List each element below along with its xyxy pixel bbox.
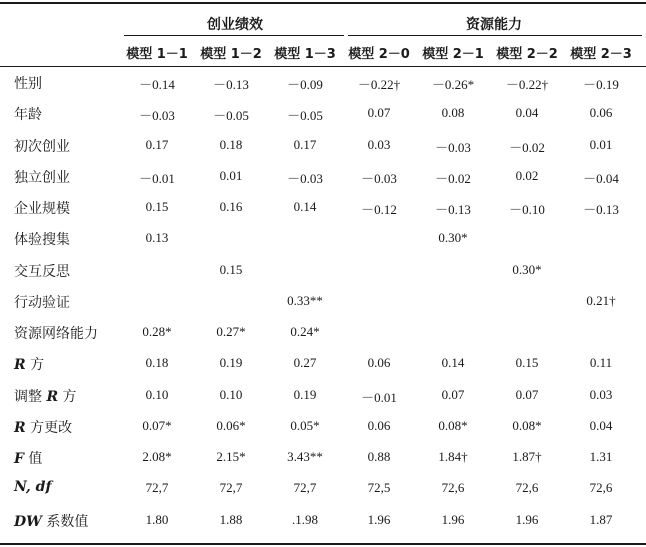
table-cell: 72,7 [145, 480, 169, 496]
table-cell: 0.11 [589, 355, 613, 371]
table-cell: 3.43** [287, 449, 323, 464]
table-cell: －0.03 [361, 170, 397, 186]
table-cell: 1.80 [145, 511, 169, 527]
table-cell: 0.27 [293, 355, 317, 371]
row-label: 企业规模 [14, 201, 70, 217]
table-cell: －0.04 [583, 170, 619, 186]
table-cell: 1.31 [589, 449, 613, 464]
table-cell: 0.21† [586, 292, 616, 308]
row-label-symbol: N, df [14, 479, 52, 496]
table-cell: 0.15 [515, 355, 539, 371]
table-cell: 0.06 [589, 105, 613, 121]
row-label-rest: 方 [58, 388, 77, 405]
table-cell: 0.06 [367, 355, 391, 371]
table-cell: 0.02 [515, 167, 539, 183]
table-cell: －0.19 [583, 77, 619, 92]
table-cell: 0.13 [145, 230, 169, 246]
table-cell: 0.88 [367, 449, 391, 464]
table-cell: 0.30* [438, 230, 468, 246]
row-label-symbol: R [14, 419, 26, 436]
table-cell: 0.14 [441, 355, 465, 371]
table-cell: －0.01 [361, 389, 397, 405]
column-header: 模型 1－1 [126, 47, 188, 62]
table-cell: 0.19 [219, 355, 243, 371]
table-cell: －0.14 [139, 77, 175, 92]
row-label: 独立创业 [14, 169, 70, 186]
table-cell: 0.06* [216, 417, 246, 433]
table-cell: 0.10 [219, 386, 243, 402]
table-cell: 0.33** [287, 292, 323, 308]
table-cell: 0.08* [438, 417, 468, 433]
table-cell: 0.08 [441, 105, 465, 121]
table-cell: －0.26* [431, 77, 475, 92]
table-cell: －0.13 [213, 77, 249, 92]
table-cell: 0.04 [515, 105, 539, 121]
table-cell: －0.12 [361, 202, 397, 217]
row-label [14, 354, 44, 374]
table-cell: 0.03 [367, 136, 391, 152]
table-cell: 0.18 [219, 136, 243, 152]
table-bottom-rule [0, 543, 646, 545]
table-cell: 0.07* [142, 417, 172, 433]
column-header: 模型 2－0 [348, 47, 410, 62]
table-cell: 0.17 [293, 136, 317, 152]
column-header: 模型 2－1 [422, 47, 484, 62]
table-cell: 0.15 [145, 199, 169, 214]
table-cell: 72,7 [293, 480, 317, 496]
group-underline-performance [124, 35, 344, 36]
row-label-symbol: R [46, 388, 59, 405]
table-cell: 0.07 [441, 386, 465, 402]
table-cell: 0.17 [145, 136, 169, 152]
table-cell: －0.05 [213, 108, 249, 124]
row-label-symbol: F [14, 451, 24, 467]
table-cell: 0.18 [145, 355, 169, 371]
row-label-rest: 系数值 [41, 513, 89, 530]
table-cell: －0.13 [435, 202, 471, 217]
table-cell: 72,6 [441, 480, 465, 496]
row-label-rest: 方更改 [25, 419, 73, 436]
group-underline-resource [348, 35, 642, 36]
table-cell: 0.30* [512, 261, 542, 277]
row-label [14, 417, 72, 437]
table-cell: 1.96 [441, 511, 465, 527]
table-cell: －0.03 [139, 108, 175, 124]
row-label: 年龄 [14, 107, 42, 124]
table-cell: －0.02 [509, 139, 545, 155]
row-label: 资源网络能力 [14, 326, 98, 342]
column-header: 模型 2－3 [570, 47, 632, 62]
table-cell: 0.16 [219, 199, 243, 214]
table-cell: －0.09 [287, 77, 323, 92]
table-cell: 0.01 [219, 167, 243, 183]
row-label: 初次创业 [14, 138, 70, 155]
row-label-prefix: 调整 [14, 388, 47, 405]
row-label-rest: 值 [23, 451, 43, 467]
row-label-rest: 方 [25, 357, 45, 374]
table-cell: 0.28* [142, 324, 172, 339]
table-cell: 1.96 [515, 511, 539, 527]
row-label [14, 448, 42, 468]
table-cell: 0.08* [512, 417, 542, 433]
row-label-symbol: R [14, 357, 26, 374]
column-header: 模型 2－2 [496, 47, 558, 62]
table-cell: －0.13 [583, 202, 619, 217]
row-label [14, 479, 51, 495]
table-cell: 0.03 [589, 386, 613, 402]
table-cell: －0.03 [435, 139, 471, 155]
row-label: 交互反思 [14, 263, 70, 280]
row-label [14, 386, 77, 406]
table-cell: －0.22† [357, 77, 401, 92]
table-cell: 1.87 [589, 511, 613, 527]
table-header-rule [0, 66, 646, 67]
table-cell: －0.03 [287, 170, 323, 186]
table-cell: 0.10 [145, 386, 169, 402]
table-cell: 0.19 [293, 386, 317, 402]
table-cell: 0.06 [367, 417, 391, 433]
table-cell: 2.08* [142, 449, 172, 464]
table-cell: －0.05 [287, 108, 323, 124]
row-label: 行动验证 [14, 294, 70, 311]
table-cell: 1.96 [367, 511, 391, 527]
row-label: 性别 [14, 76, 42, 92]
column-header: 模型 1－3 [274, 47, 336, 62]
row-label [14, 511, 88, 531]
table-cell: 0.01 [589, 136, 613, 152]
table-cell: 0.04 [589, 417, 613, 433]
table-cell: 72,5 [367, 480, 391, 496]
table-cell: 72,6 [589, 480, 613, 496]
table-cell: 2.15* [216, 449, 246, 464]
table-cell: 0.05* [290, 417, 320, 433]
row-label-symbol: DW [14, 513, 42, 530]
table-cell: 0.24* [290, 324, 320, 339]
table-cell: 0.07 [367, 105, 391, 121]
table-cell: 1.87† [512, 449, 542, 464]
table-cell: 0.07 [515, 386, 539, 402]
table-cell: 1.88 [219, 511, 243, 527]
table-cell: 0.15 [219, 261, 243, 277]
table-cell: 1.84† [438, 449, 468, 464]
table-top-rule [0, 2, 646, 4]
table-cell: －0.10 [509, 202, 545, 217]
table-cell: 72,6 [515, 480, 539, 496]
table-cell: 72,7 [219, 480, 243, 496]
table-cell: .1.98 [292, 511, 318, 527]
table-cell: －0.01 [139, 170, 175, 186]
table-cell: 0.27* [216, 324, 246, 339]
table-cell: －0.02 [435, 170, 471, 186]
group-header-resource: 资源能力 [466, 17, 522, 33]
row-label: 体验搜集 [14, 232, 70, 249]
column-header: 模型 1－2 [200, 47, 262, 62]
table-cell: 0.14 [293, 199, 317, 214]
group-header-performance: 创业绩效 [207, 17, 263, 33]
table-cell: －0.22† [505, 77, 549, 92]
